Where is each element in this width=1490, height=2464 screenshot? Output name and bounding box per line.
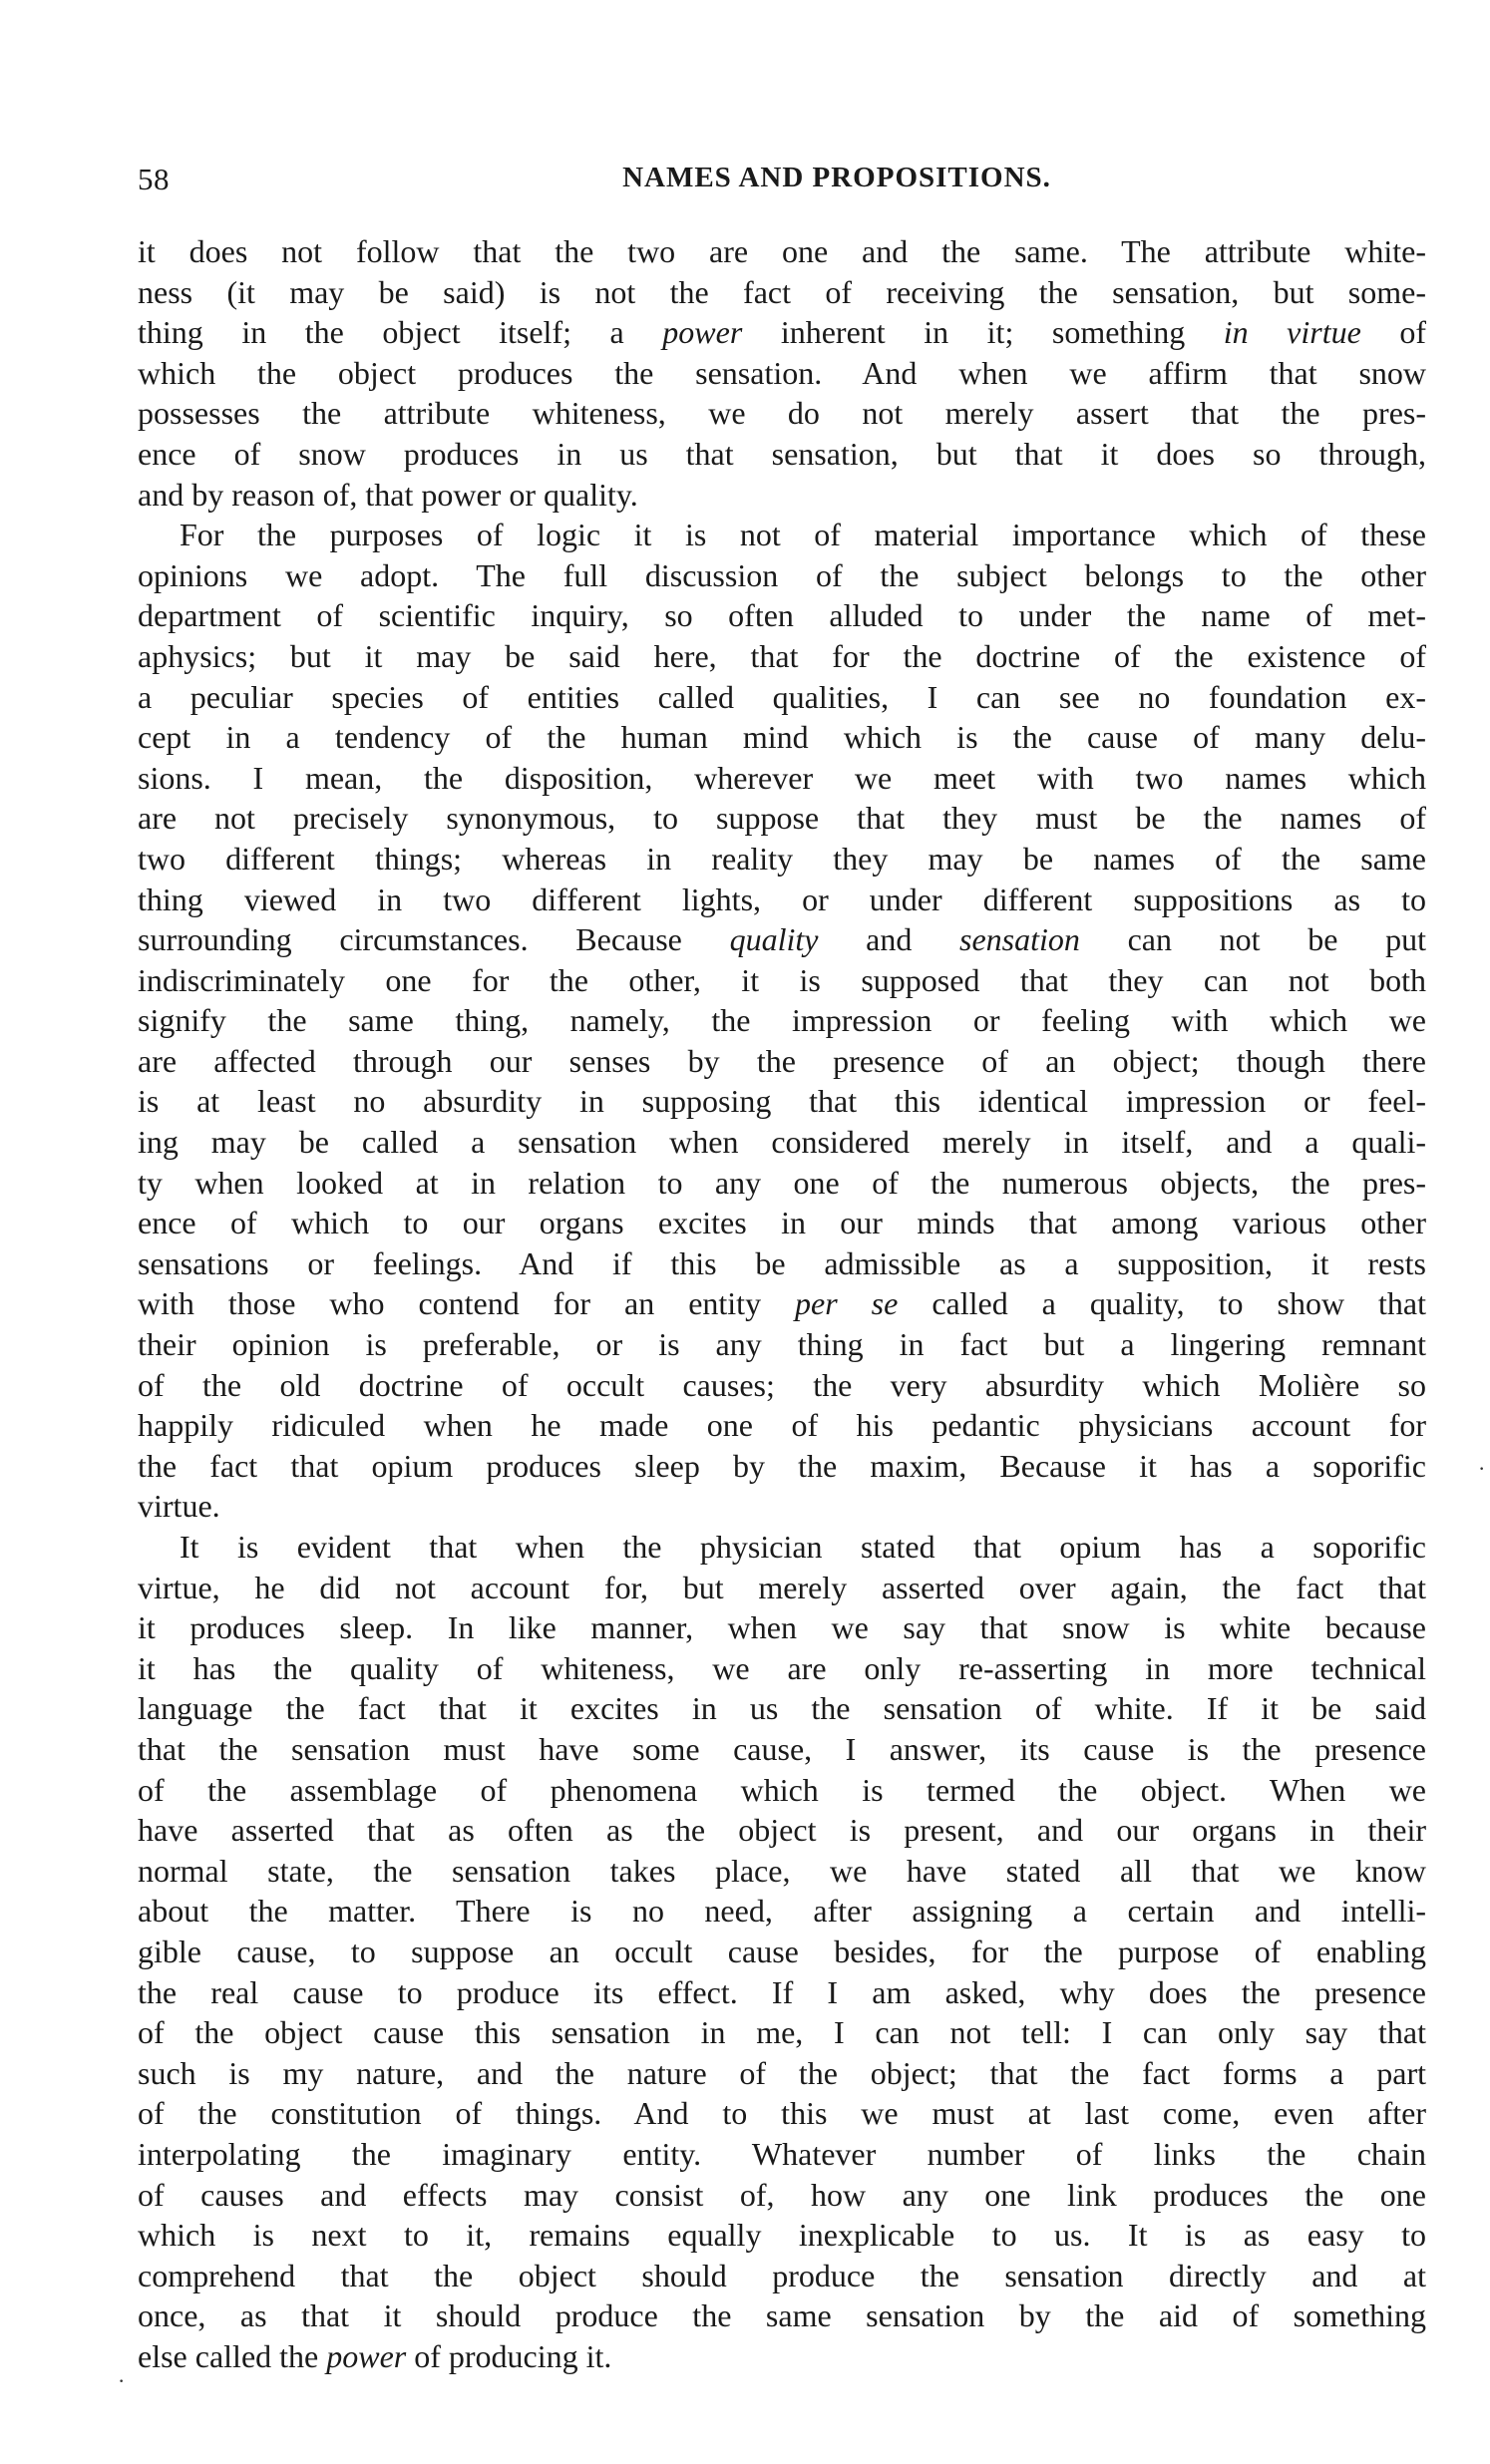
text-line: sions. I mean, the disposition, wherever we meet with two names which (138, 759, 1426, 796)
text-line: gible cause, to suppose an occult cause besides, for the purpose of enabling (138, 1933, 1426, 1969)
text-line: indiscriminately one for the other, it is supposed that they can not both (138, 961, 1426, 998)
text-line: ence of snow produces in us that sensation, but that it does so through, (138, 435, 1426, 472)
text-line: ty when looked at in relation to any one of the numerous objects, the pres- (138, 1164, 1426, 1201)
text-line: a peculiar species of entities called qualities, I can see no foundation ex- (138, 678, 1426, 715)
text-line: it produces sleep. In like manner, when we say that snow is white because (138, 1609, 1426, 1646)
text-line: ness (it may be said) is not the fact of receiving the sensation, but some- (138, 273, 1426, 310)
text-line: cept in a tendency of the human mind which is the cause of many delu- (138, 719, 1426, 756)
text-line: ing may be called a sensation when considered merely in itself, and a quali- (138, 1124, 1426, 1161)
text-line: is at least no absurdity in supposing that this identical impression or feel- (138, 1083, 1426, 1120)
text-line: their opinion is preferable, or is any thing in fact but a lingering remnant (138, 1326, 1426, 1363)
text-line: language the fact that it excites in us the sensation of white. If it be said (138, 1690, 1426, 1727)
text-line: possesses the attribute whiteness, we do not merely assert that the pres- (138, 395, 1426, 432)
text-line: of the old doctrine of occult causes; the very absurdity which Molière so (138, 1366, 1426, 1403)
page-number: 58 (138, 162, 170, 196)
text-line: have asserted that as often as the object is present, and our organs in their (138, 1812, 1426, 1849)
body-text (138, 231, 1426, 2376)
page-title: NAMES AND PROPOSITIONS. (622, 162, 1051, 193)
text-line: it has the quality of whiteness, we are only re-asserting in more technical (138, 1649, 1426, 1686)
text-line: of causes and effects may consist of, how any one link produces the one (138, 2176, 1426, 2213)
running-head (138, 162, 1426, 205)
text-line: it does not follow that the two are one and the same. The attribute white- (138, 233, 1426, 269)
text-line: two different things; whereas in reality they may be names of the same (138, 840, 1426, 877)
text-line: virtue. (138, 1488, 220, 1525)
text-line: the real cause to produce its effect. If I am asked, why does the presence (138, 1973, 1426, 2010)
text-line: such is my nature, and the nature of the object; that the fact forms a part (138, 2054, 1426, 2091)
text-line: virtue, he did not account for, but merely asserted over again, the fact that (138, 1569, 1426, 1605)
text-line: signify the same thing, namely, the impression or feeling with which we (138, 1002, 1426, 1039)
text-line: thing in the object itself; a power inherent in it; something in virtue of (138, 314, 1426, 351)
text-line: once, as that it should produce the same sensation by the aid of something (138, 2297, 1426, 2334)
text-line: surrounding circumstances. Because quality and sensation can not be put (138, 921, 1426, 958)
text-line: aphysics; but it may be said here, that for the doctrine of the existence of (138, 637, 1426, 674)
text-line: of the assemblage of phenomena which is termed the object. When we (138, 1771, 1426, 1808)
text-line: the fact that opium produces sleep by the maxim, Because it has a soporific (138, 1447, 1426, 1484)
text-line: and by reason of, that power or quality. (138, 476, 638, 513)
text-line: with those who contend for an entity per se called a quality, to show that (138, 1285, 1426, 1322)
text-line: which the object produces the sensation. And when we affirm that snow (138, 354, 1426, 391)
text-line: which is next to it, remains equally inexplicable to us. It is as easy to (138, 2217, 1426, 2254)
text-line: interpolating the imaginary entity. Whatever number of links the chain (138, 2135, 1426, 2172)
text-line: that the sensation must have some cause, I answer, its cause is the presence (138, 1730, 1426, 1767)
text-line: thing viewed in two different lights, or under different suppositions as to (138, 880, 1426, 917)
text-line: else called the power of producing it. (138, 2337, 612, 2374)
text-line: opinions we adopt. The full discussion of the subject belongs to the other (138, 556, 1426, 593)
text-line: department of scientific inquiry, so often alluded to under the name of met- (138, 597, 1426, 634)
text-line: of the object cause this sensation in me, I can not tell: I can only say that (138, 2014, 1426, 2051)
text-line: normal state, the sensation takes place, we have stated all that we know (138, 1852, 1426, 1889)
margin-speck: · (1478, 1456, 1486, 1481)
text-line: about the matter. There is no need, after assigning a certain and intelli- (138, 1893, 1426, 1930)
paragraph-start-line: It is evident that when the physician stated that opium has a soporific (180, 1529, 1426, 1565)
text-line: happily ridiculed when he made one of his pedantic physicians account for (138, 1407, 1426, 1444)
text-line: sensations or feelings. And if this be admissible as a supposition, it rests (138, 1244, 1426, 1281)
paragraph-start-line: For the purposes of logic it is not of material importance which of these (180, 517, 1426, 553)
text-line: are not precisely synonymous, to suppose that they must be the names of (138, 800, 1426, 837)
text-line: of the constitution of things. And to this we must at last come, even after (138, 2095, 1426, 2132)
margin-speck: · (118, 2368, 126, 2393)
text-line: are affected through our senses by the presence of an object; though there (138, 1042, 1426, 1079)
text-line: comprehend that the object should produce the sensation directly and at (138, 2257, 1426, 2293)
text-line: ence of which to our organs excites in our minds that among various other (138, 1205, 1426, 1241)
